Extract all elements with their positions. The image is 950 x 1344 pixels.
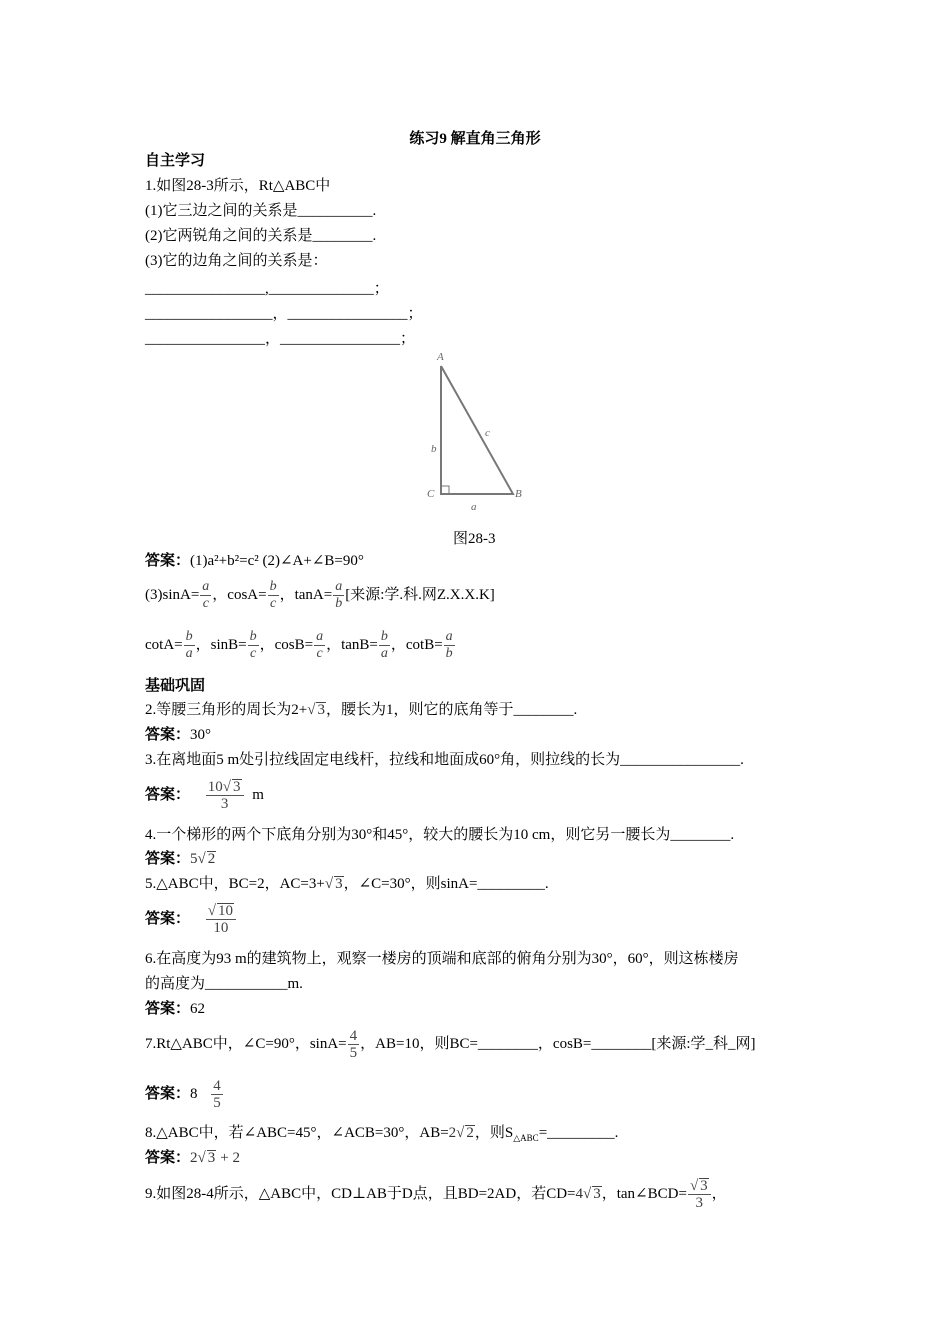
- figure-caption: 图28-3: [453, 531, 496, 547]
- section-heading-self-study: 自主学习: [145, 153, 206, 169]
- q6-answer: 答案：62: [145, 1001, 206, 1017]
- q2-answer: 答案：30°: [145, 727, 212, 743]
- page-title: 练习9 解直角三角形: [409, 131, 541, 147]
- section-heading-basic: 基础巩固: [145, 678, 206, 694]
- fraction-a-over-c: $\frac{a}{c}$: [202, 579, 210, 612]
- q5-text: 5.△ABC中，BC=2，AC=3+√ 3，∠C=30°，则sinA=_________.: [145, 876, 549, 892]
- right-triangle-figure: [425, 346, 525, 511]
- q1-part1: (1)它三边之间的关系是__________.: [145, 203, 377, 219]
- q6-text-line2: 的高度为___________m.: [145, 976, 303, 992]
- q1-answer-line2: (3)sinA= $\frac{a}{c}$ ，cosA= $\frac{b}{c}$ ，tanA= $\frac{a}{b}$ [来源:学.科.网Z.X.X.K]: [145, 579, 495, 612]
- vertex-b-label: B: [515, 488, 522, 500]
- side-a-label: a: [471, 501, 477, 511]
- q1-blank-line-3: ________________，________________；: [145, 331, 416, 347]
- q6-text-line1: 6.在高度为93 m的建筑物上，观察一楼房的顶端和底部的俯角分别为30°，60°，则这栋楼房: [145, 951, 739, 967]
- right-angle-marker: [441, 486, 449, 494]
- q1-part2: (2)它两锐角之间的关系是________.: [145, 228, 377, 244]
- q1-part3: (3)它的边角之间的关系是：: [145, 253, 328, 269]
- vertex-a-label: A: [437, 351, 444, 363]
- q1-blank-line-2: _________________，________________；: [145, 306, 423, 322]
- q4-text: 4.一个梯形的两个下底角分别为30°和45°，较大的腰长为10 cm，则它另一腰长为________.: [145, 827, 735, 843]
- q3-answer: 答案： $\frac{10√ 3}{3}$ m: [145, 779, 264, 813]
- vertex-c-label: C: [427, 488, 435, 500]
- q1-blank-line-1: ________________,______________；: [145, 281, 389, 297]
- side-b-label: b: [431, 443, 437, 455]
- fraction-a-over-b: $\frac{a}{b}$: [335, 579, 343, 612]
- answer-label: 答案：: [145, 553, 191, 569]
- q2-text: 2.等腰三角形的周长为2+√ 3，腰长为1，则它的底角等于________.: [145, 702, 578, 718]
- source-note: [来源:学.科.网Z.X.X.K]: [345, 587, 495, 603]
- q3-text: 3.在离地面5 m处引拉线固定电线杆，拉线和地面成60°角，则拉线的长为________________.: [145, 752, 744, 768]
- side-c-label: c: [485, 427, 490, 439]
- q1-stem: 1.如图28-3所示，Rt△ABC中: [145, 178, 331, 194]
- q8-text: 8.△ABC中，若∠ABC=45°，∠ACB=30°，AB=2√ 2，则$S_{\triangle ABC}=\_\_\_\_\_\_\_\_\_$.: [145, 1125, 619, 1143]
- q7-text: 7.Rt△ABC中，∠C=90°，sinA= $\frac{4}{5}$ ，AB=10，则BC=________，cosB=________[来源:学_科_网]: [145, 1028, 756, 1062]
- fraction-b-over-c: $\frac{b}{c}$: [269, 579, 277, 612]
- q5-answer: 答案： $\frac{√ 10}{10}$: [145, 899, 237, 939]
- q4-answer: 答案：5√ 2: [145, 851, 216, 867]
- q1-answer-line1: 答案：(1)a²+b²=c² (2)∠A+∠B=90°: [145, 553, 364, 569]
- triangle-outline: [441, 366, 513, 494]
- q1-answer-line3: cotA= $\frac{b}{a}$ ，sinB= $\frac{b}{c}$ ，cosB= $\frac{a}{c}$ ，tanB= $\frac{b}{a}$ ，cotB= $\frac{a}{b}$: [145, 629, 453, 662]
- q8-answer: 答案：2√ 3 + 2: [145, 1150, 240, 1166]
- triangle-diagram: [425, 346, 525, 511]
- q9-text: 9.如图28-4所示，△ABC中，CD⊥AB于D点，且BD=2AD，若CD=4√ 3，tan∠BCD= $\frac{√ 3}{3}$ ，: [145, 1178, 727, 1212]
- q7-answer: 答案：8 $\frac{4}{5}$: [145, 1078, 221, 1112]
